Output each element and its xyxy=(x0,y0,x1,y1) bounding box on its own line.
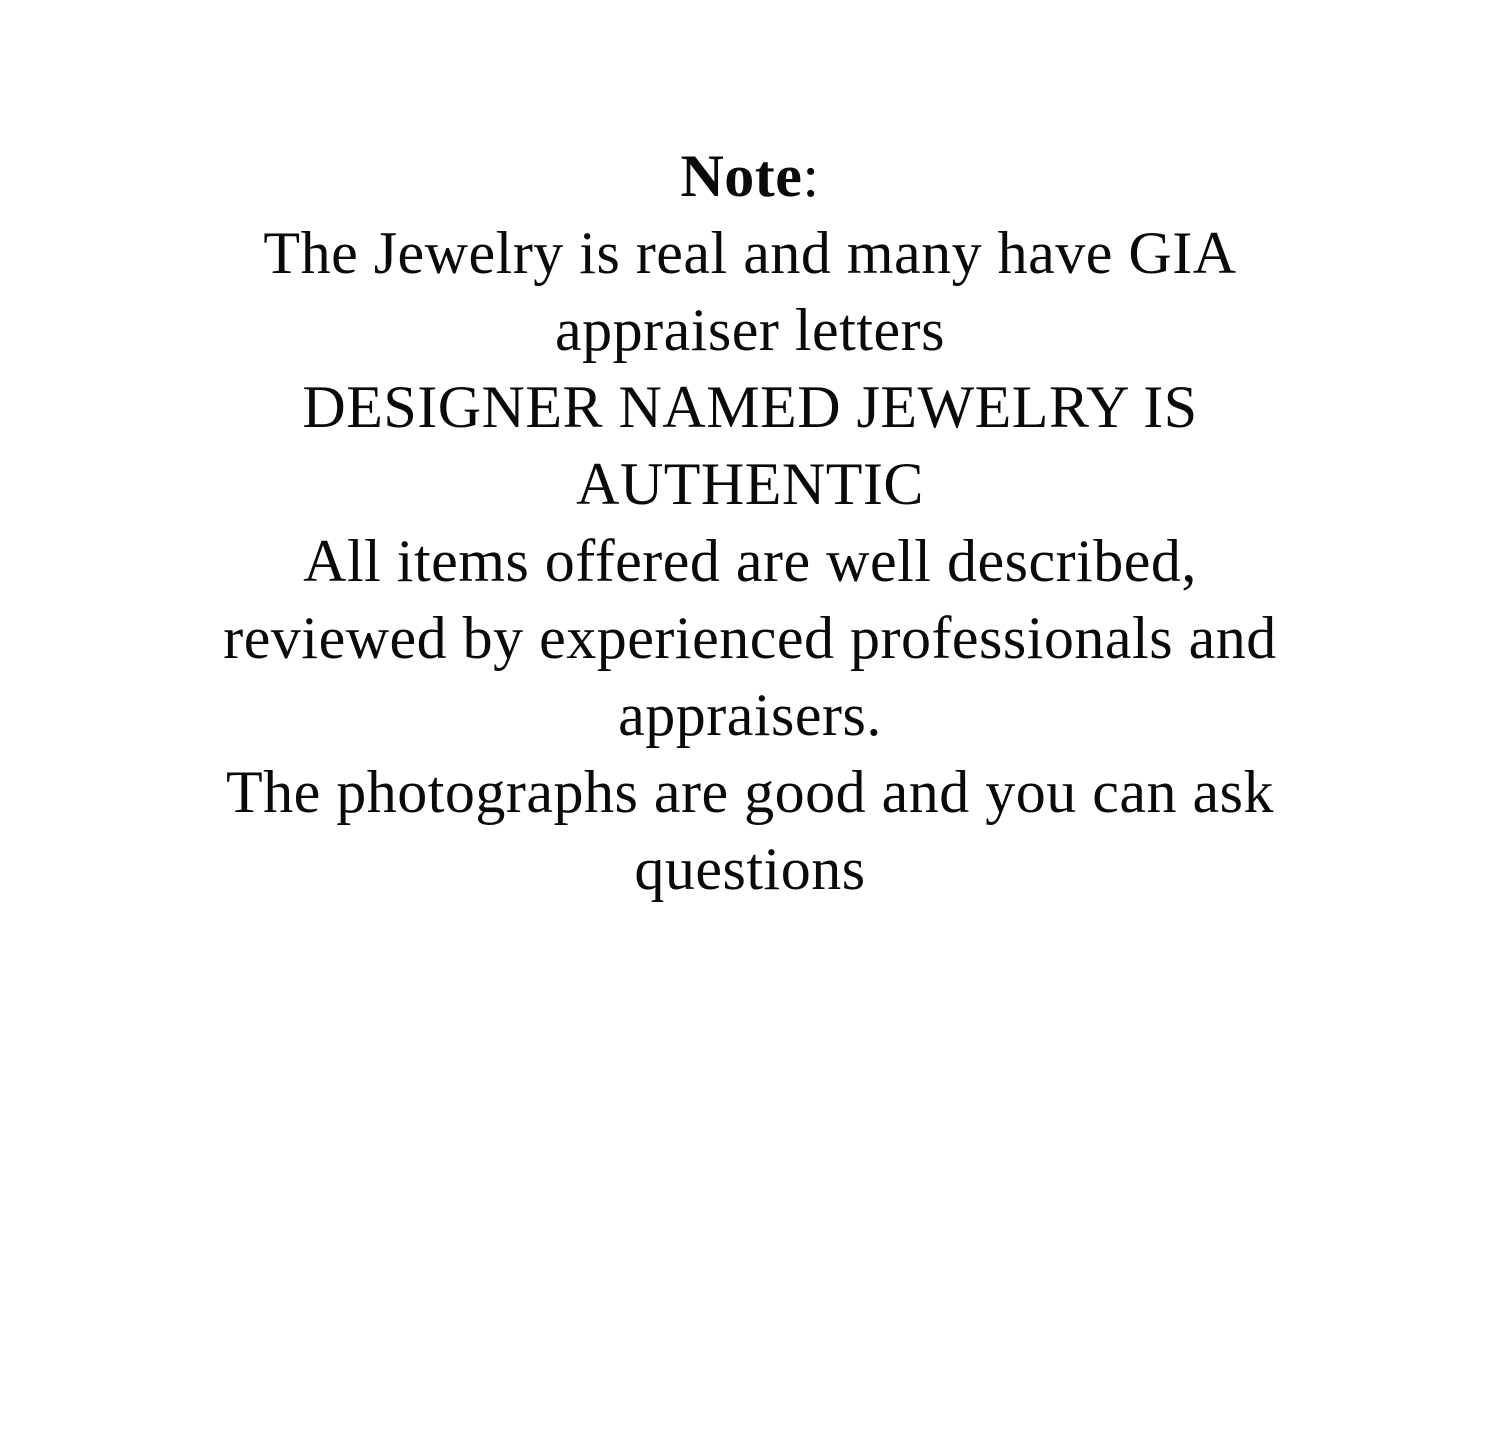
note-line: The photographs are good and you can ask xyxy=(225,759,1275,825)
note-line: appraiser letters xyxy=(555,297,945,363)
note-line: AUTHENTIC xyxy=(576,451,924,517)
note-heading-bold: Note xyxy=(680,143,803,209)
note-heading-colon: : xyxy=(802,143,820,209)
note-line: All items offered are well described, xyxy=(303,528,1197,594)
note-line: DESIGNER NAMED JEWELRY IS xyxy=(302,374,1198,440)
note-line: The Jewelry is real and many have GIA xyxy=(263,220,1237,286)
note-line: appraisers. xyxy=(618,682,882,748)
note-heading xyxy=(130,138,1370,215)
note-line: questions xyxy=(634,836,866,902)
note-line: reviewed by experienced professionals and xyxy=(223,605,1277,671)
note-text-block xyxy=(130,138,1370,908)
